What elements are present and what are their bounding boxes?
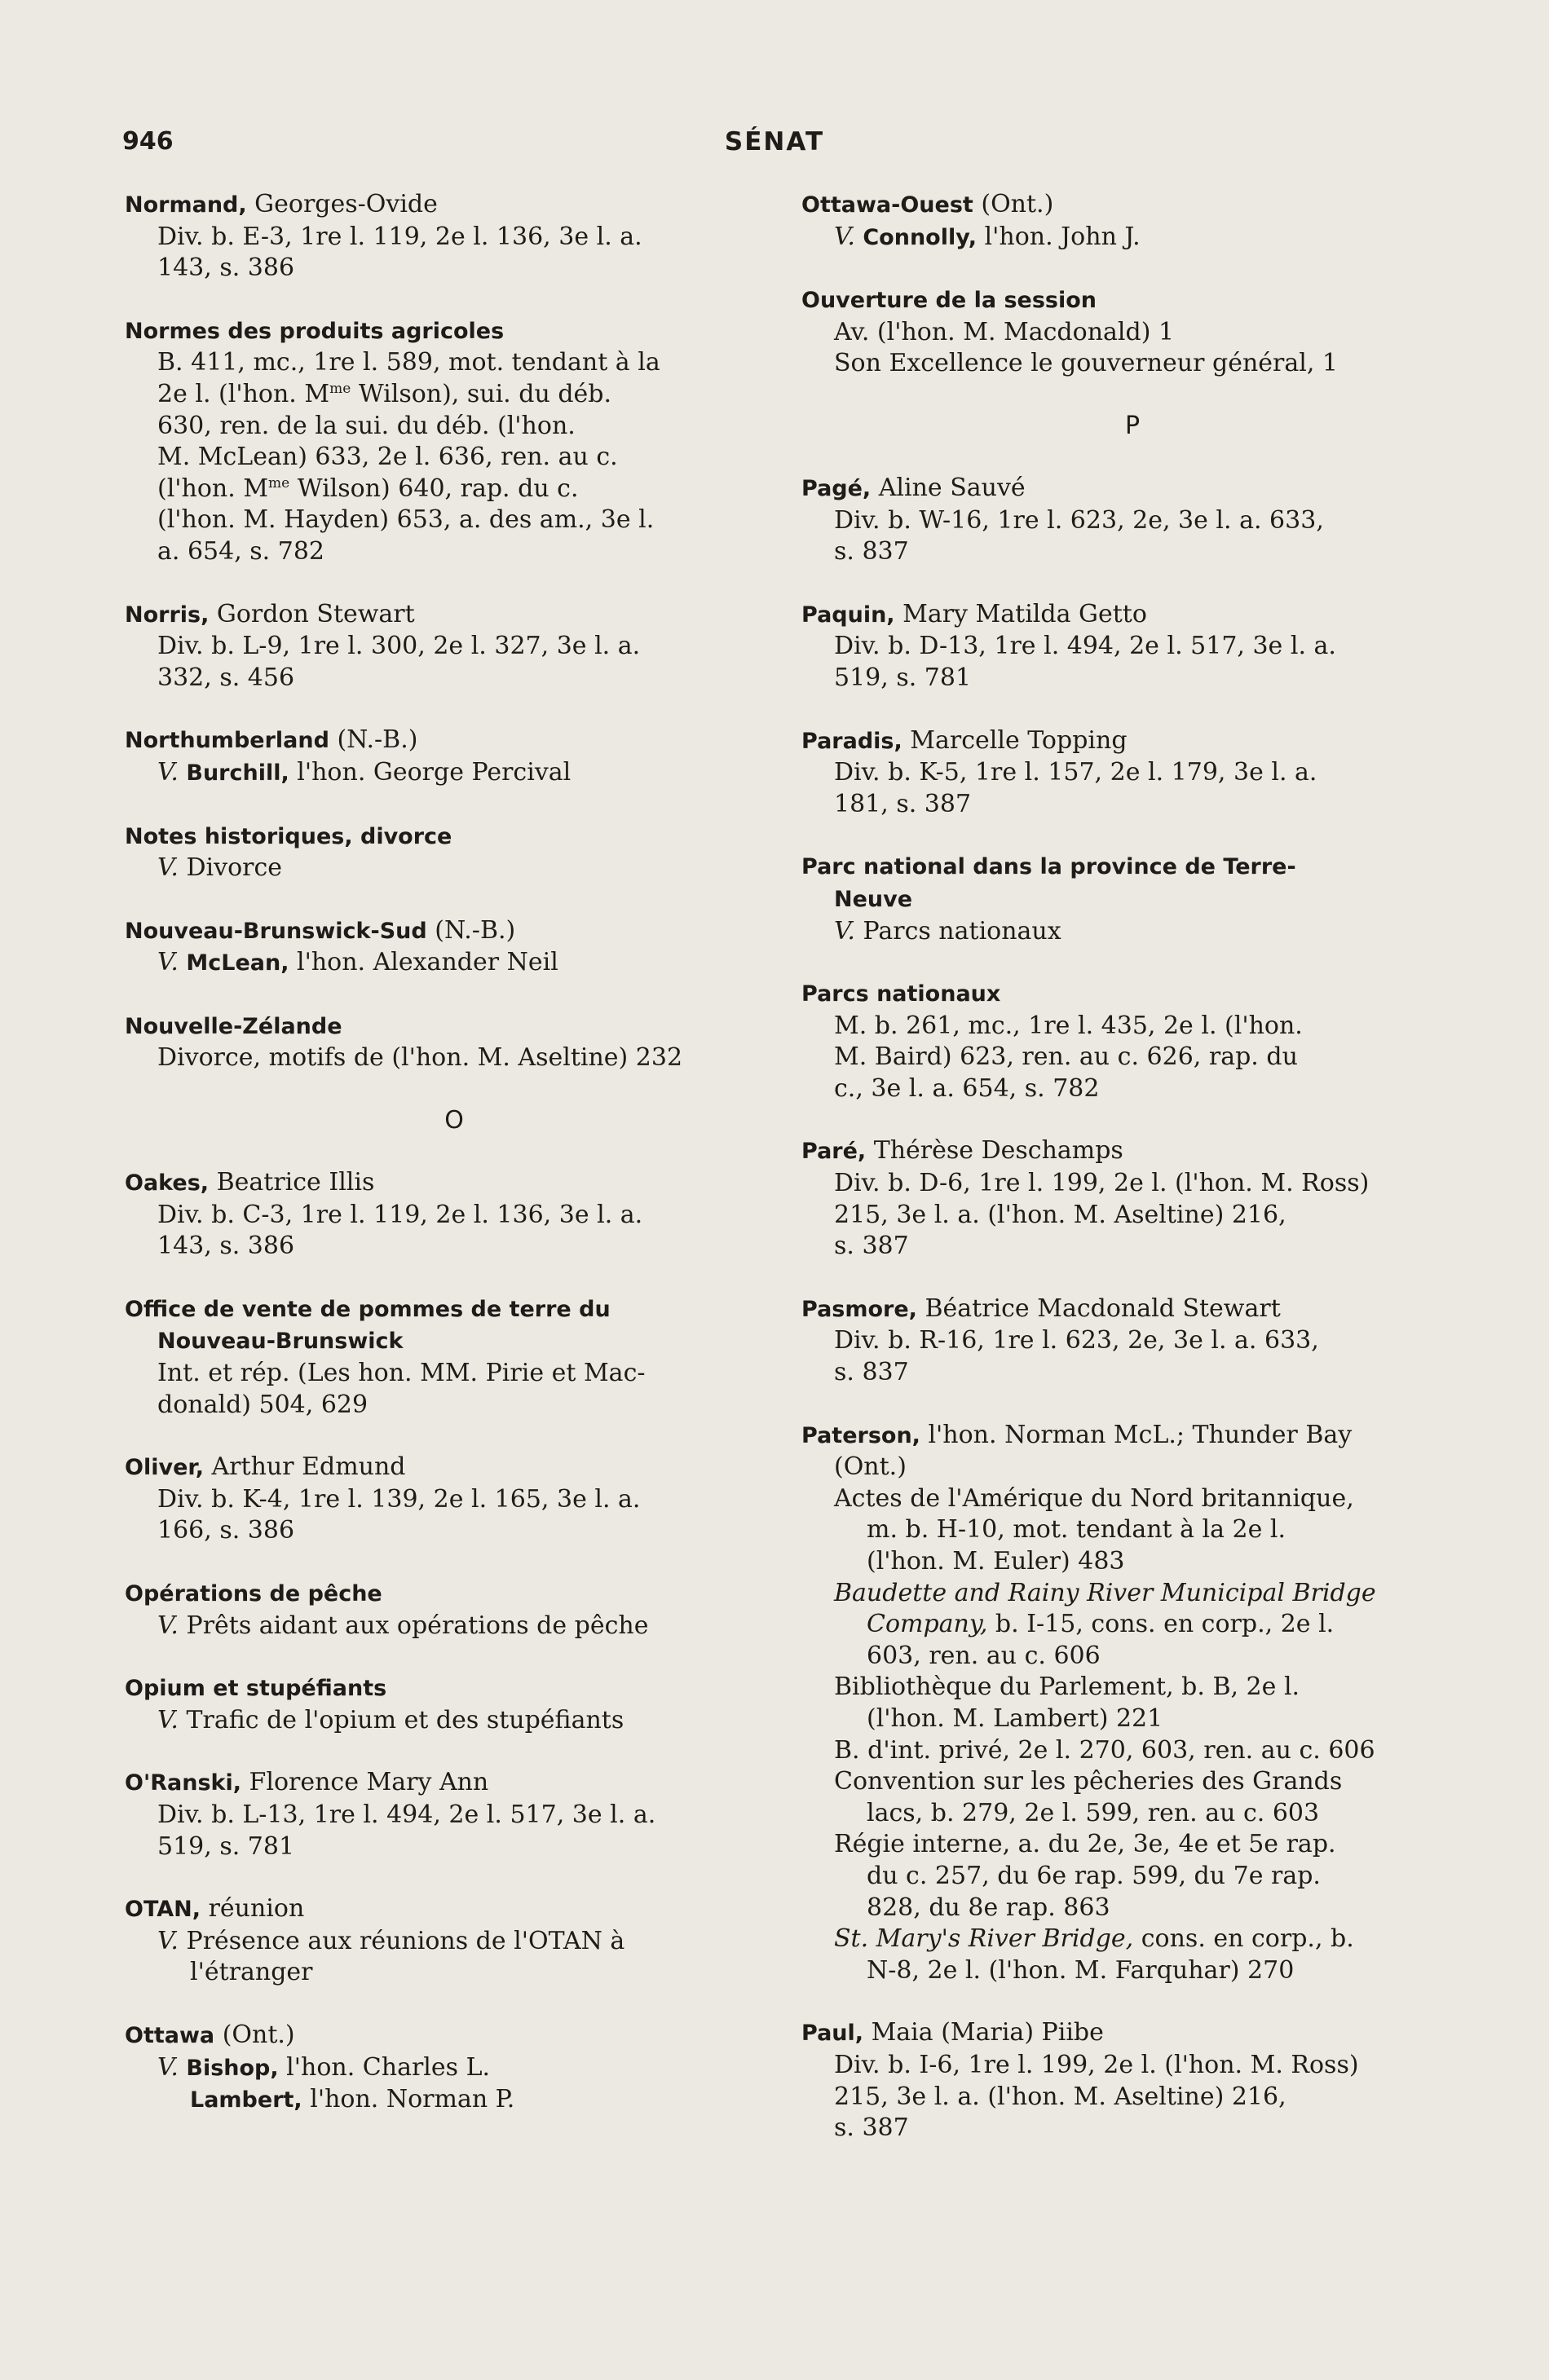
entry-line (125, 821, 783, 853)
headword: Opérations de pêche (125, 1581, 382, 1606)
headword: Normes des produits agricoles (125, 318, 505, 344)
entry-text: Georges-Ovide (246, 190, 438, 218)
entry-line (125, 1831, 783, 1863)
entry-line (801, 1294, 1463, 1326)
entry-line (801, 1924, 1463, 1955)
entry-line (801, 348, 1463, 380)
entry-text: M. McLean) 633, 2e l. 636, ren. au c. (157, 443, 618, 472)
entry-line (125, 442, 783, 474)
entry-line (801, 1578, 1463, 1610)
entry-line (125, 505, 783, 536)
headword: Ottawa-Ouest (801, 192, 973, 218)
entry-text: s. 387 (834, 2113, 909, 2143)
section-letter: O (444, 1106, 464, 1135)
index-entry (801, 599, 1463, 694)
index-entry (801, 851, 1463, 947)
entry-text: l'hon. John J. (977, 222, 1141, 251)
entry-line (125, 189, 783, 222)
index-entry (801, 978, 1463, 1104)
entry-line (801, 725, 1463, 758)
entry-text: Div. b. I-6, 1re l. 199, 2e l. (l'hon. M. Ross) (834, 2050, 1359, 2079)
entry-text: s. 387 (834, 1232, 909, 1261)
index-entry (125, 189, 783, 284)
entry-text: m. b. H-10, mot. tendant à la 2e l. (867, 1515, 1286, 1545)
entry-line (801, 1514, 1463, 1546)
headword: Ouverture de la session (801, 288, 1097, 314)
entry-text: (Ont.) (214, 2020, 295, 2049)
entry-text: l'hon. Charles L. (278, 2052, 491, 2082)
entry-line (801, 2017, 1463, 2050)
left-column (125, 189, 783, 2148)
entry-text: Div. b. K-5, 1re l. 157, 2e l. 179, 3e l. a. (834, 758, 1317, 787)
entry-text: b. I-15, cons. en corp., 2e l. (987, 1610, 1335, 1639)
entry-text: l'hon. Norman P. (302, 2085, 515, 2114)
index-entry (125, 1578, 783, 1642)
index-entry (801, 1420, 1463, 1987)
entry-text: (l'hon. M. Hayden) 653, a. des am., 3e l. (157, 505, 655, 535)
see-reference: V. (157, 853, 179, 883)
entry-line (801, 1703, 1463, 1735)
entry-line (125, 1611, 783, 1642)
entry-line (125, 1390, 783, 1421)
entry-line (801, 2050, 1463, 2082)
entry-text: Maia (Maria) Piibe (863, 2018, 1104, 2047)
see-reference: V. (157, 948, 179, 977)
entry-line (125, 379, 783, 411)
index-entry (125, 1294, 783, 1421)
entry-line (801, 284, 1463, 317)
headword: Paul, (801, 2021, 864, 2047)
entry-text: 332, s. 456 (157, 663, 295, 692)
entry-text: Gordon Stewart (209, 599, 415, 628)
headword: Northumberland (125, 728, 329, 754)
index-entry (801, 1135, 1463, 1262)
entry-line (125, 315, 783, 348)
entry-text: c., 3e l. a. 654, s. 782 (834, 1073, 1100, 1103)
index-entry (801, 189, 1463, 253)
headword: McLean, (178, 950, 289, 976)
entry-line (801, 1420, 1463, 1452)
entry-text: M. b. 261, mc., 1re l. 435, 2e l. (l'hon. (834, 1011, 1303, 1040)
entry-text: Div. b. D-13, 1re l. 494, 2e l. 517, 3e l. a. (834, 632, 1336, 661)
headword: Burchill, (178, 760, 289, 786)
headword: Paradis, (801, 728, 902, 754)
entry-text: a. 654, s. 782 (157, 536, 325, 566)
entry-line (801, 1325, 1463, 1357)
index-entry (125, 1767, 783, 1862)
entry-line (125, 1200, 783, 1232)
index-entry (125, 1167, 783, 1263)
right-column (801, 189, 1463, 2175)
see-reference: V. (157, 1611, 179, 1640)
entry-text: (l'hon. M (157, 474, 269, 503)
entry-text: N-8, 2e l. (l'hon. M. Farquhar) 270 (867, 1955, 1295, 1985)
entry-line (125, 1957, 783, 1989)
entry-line (801, 1829, 1463, 1861)
entry-line (125, 599, 783, 632)
entry-text: Div. b. E-3, 1re l. 119, 2e l. 136, 3e l. a. (157, 222, 642, 251)
entry-line (125, 2020, 783, 2052)
entry-text: Présence aux réunions de l'OTAN à (178, 1926, 625, 1955)
entry-line (801, 1135, 1463, 1168)
headword: Paterson, (801, 1422, 920, 1448)
entry-text: réunion (201, 1894, 305, 1924)
entry-line (125, 1325, 783, 1358)
entry-line (125, 1515, 783, 1547)
entry-text: (l'hon. M. Lambert) 221 (867, 1703, 1163, 1733)
headword: Bishop, (178, 2055, 279, 2081)
entry-line (801, 884, 1463, 916)
entry-line (801, 473, 1463, 505)
section-letter: P (1124, 411, 1141, 440)
entry-text: Florence Mary Ann (241, 1768, 489, 1797)
entry-line (801, 1483, 1463, 1515)
index-entry (801, 1294, 1463, 1389)
entry-line (125, 1926, 783, 1958)
entry-text: Arthur Edmund (203, 1452, 406, 1482)
entry-text: 166, s. 386 (157, 1516, 295, 1545)
index-entry (125, 1452, 783, 1547)
headword: Paré, (801, 1139, 867, 1165)
index-entry (801, 284, 1463, 380)
entry-line (801, 1735, 1463, 1767)
index-entry (125, 1011, 783, 1074)
entry-text: Int. et rép. (Les hon. MM. Pirie et Mac- (157, 1359, 646, 1388)
entry-line (801, 1955, 1463, 1987)
entry-text: 143, s. 386 (157, 1232, 295, 1261)
see-reference: V. (157, 1705, 179, 1734)
entry-text: 181, s. 387 (834, 789, 972, 818)
headword: Oliver, (125, 1455, 204, 1481)
index-entry (125, 315, 783, 568)
entry-line (801, 1011, 1463, 1042)
entry-text: 2e l. (l'hon. M (157, 379, 330, 408)
entry-line (125, 1452, 783, 1484)
entry-text: Régie interne, a. du 2e, 3e, 4e et 5e rap. (834, 1830, 1336, 1859)
entry-text: donald) 504, 629 (157, 1390, 368, 1419)
superscript: me (268, 474, 290, 491)
entry-text: Div. b. D-6, 1re l. 199, 2e l. (l'hon. M. Ross) (834, 1169, 1370, 1198)
entry-line (801, 1073, 1463, 1105)
headword: Opium et stupéfiants (125, 1676, 387, 1702)
entry-line (801, 2082, 1463, 2113)
see-reference: V. (157, 2052, 179, 2082)
entry-text: Div. b. K-4, 1re l. 139, 2e l. 165, 3e l. a. (157, 1484, 641, 1514)
entry-text: (Ont.) (973, 190, 1054, 218)
entry-line (125, 1484, 783, 1516)
entry-text: Trafic de l'opium et des stupéfiants (178, 1705, 624, 1734)
entry-line (125, 253, 783, 284)
entry-text: 215, 3e l. a. (l'hon. M. Aseltine) 216, (834, 2082, 1286, 2111)
entry-text: lacs, b. 279, 2e l. 599, ren. au c. 603 (867, 1798, 1320, 1827)
headword: Parcs nationaux (801, 981, 1001, 1007)
headword: Lambert, (190, 2087, 302, 2113)
entry-line (801, 1168, 1463, 1200)
entry-line (801, 1231, 1463, 1263)
headword: Pagé, (801, 475, 872, 501)
italic-title: Baudette and Rainy River Municipal Bridge (834, 1578, 1376, 1607)
headword: O'Ranski, (125, 1770, 241, 1796)
entry-line (801, 1546, 1463, 1578)
entry-line (801, 536, 1463, 568)
entry-text: (l'hon. M. Euler) 483 (867, 1547, 1125, 1576)
entry-line (125, 663, 783, 694)
entry-text: (N.-B.) (329, 725, 418, 755)
headword: Pasmore, (801, 1296, 917, 1322)
entry-text: l'hon. Norman McL.; Thunder Bay (920, 1420, 1353, 1449)
entry-text: cons. en corp., b. (1133, 1924, 1354, 1954)
entry-line (125, 2084, 783, 2117)
index-entry (125, 915, 783, 980)
entry-line (801, 2113, 1463, 2144)
entry-line (125, 1294, 783, 1326)
entry-text: Bibliothèque du Parlement, b. B, 2e l. (834, 1673, 1300, 1702)
entry-text: 630, ren. de la sui. du déb. (l'hon. (157, 411, 576, 440)
entry-line (125, 222, 783, 253)
entry-line (801, 1893, 1463, 1924)
headword: OTAN, (125, 1897, 201, 1923)
entry-line (125, 1011, 783, 1043)
entry-line (801, 505, 1463, 537)
entry-text: Beatrice Illis (209, 1168, 375, 1197)
entry-text: l'hon. Alexander Neil (289, 948, 558, 977)
entry-line (801, 599, 1463, 632)
entry-text: Div. b. C-3, 1re l. 119, 2e l. 136, 3e l. a. (157, 1200, 643, 1229)
entry-line (125, 1893, 783, 1926)
entry-line (801, 222, 1463, 254)
entry-text: 519, s. 781 (834, 663, 972, 692)
entry-text: Wilson), sui. du déb. (351, 379, 612, 408)
headword: Neuve (834, 886, 913, 912)
index-entry (801, 2017, 1463, 2144)
entry-line (801, 1861, 1463, 1893)
headword: Notes historiques, divorce (125, 823, 452, 849)
entry-line (801, 757, 1463, 789)
entry-text: Marcelle Topping (902, 725, 1128, 755)
headword: Oakes, (125, 1170, 210, 1197)
index-entry (125, 1673, 783, 1736)
entry-line (125, 947, 783, 980)
entry-line (801, 851, 1463, 884)
entry-line (125, 1167, 783, 1200)
entry-text: (Ont.) (834, 1452, 907, 1482)
entry-line (801, 631, 1463, 663)
entry-text: M. Baird) 623, ren. au c. 626, rap. du (834, 1042, 1298, 1072)
entry-text: l'hon. George Percival (289, 757, 571, 787)
headword: Norris, (125, 602, 210, 628)
entry-line (125, 347, 783, 379)
entry-text: B. d'int. privé, 2e l. 270, 603, ren. au c. 606 (834, 1735, 1375, 1765)
entry-line (125, 536, 783, 568)
italic-title: St. Mary's River Bridge, (834, 1924, 1134, 1954)
headword: Paquin, (801, 602, 895, 628)
entry-text: Convention sur les pêcheries des Grands (834, 1767, 1343, 1796)
entry-line (125, 1673, 783, 1705)
entry-line (801, 978, 1463, 1011)
entry-text: 603, ren. au c. 606 (867, 1641, 1101, 1670)
entry-line (125, 1578, 783, 1611)
headword: Office de vente de pommes de terre du (125, 1296, 611, 1322)
entry-line (125, 474, 783, 505)
entry-line (125, 1042, 783, 1074)
entry-text: Wilson) 640, rap. du c. (289, 474, 579, 503)
page-number: 946 (122, 127, 174, 156)
entry-line (125, 853, 783, 884)
entry-line (801, 1766, 1463, 1798)
entry-line (125, 1705, 783, 1737)
entry-line (801, 1042, 1463, 1073)
entry-line (125, 1358, 783, 1390)
entry-line (801, 1641, 1463, 1673)
entry-line (125, 1231, 783, 1263)
entry-line (801, 1609, 1463, 1641)
headword: Normand, (125, 192, 247, 218)
entry-text: du c. 257, du 6e rap. 599, du 7e rap. (867, 1861, 1321, 1890)
entry-text: B. 411, mc., 1re l. 589, mot. tendant à la (157, 348, 660, 377)
index-entry (125, 725, 783, 789)
see-reference: V. (834, 222, 855, 251)
entry-line (125, 631, 783, 663)
entry-text: Div. b. L-9, 1re l. 300, 2e l. 327, 3e l. a. (157, 632, 641, 661)
entry-line (125, 725, 783, 757)
entry-text: Prêts aidant aux opérations de pêche (178, 1611, 649, 1640)
headword: Parc national dans la province de Terre- (801, 854, 1296, 880)
entry-text: Div. b. L-13, 1re l. 494, 2e l. 517, 3e l. a. (157, 1800, 656, 1829)
entry-line (125, 411, 783, 443)
entry-text: 215, 3e l. a. (l'hon. M. Aseltine) 216, (834, 1200, 1286, 1229)
index-entry (125, 2020, 783, 2117)
entry-line (801, 916, 1463, 948)
index-entry (125, 821, 783, 884)
see-reference: V. (834, 916, 855, 945)
headword: Nouveau-Brunswick (157, 1329, 404, 1355)
entry-line (801, 189, 1463, 222)
entry-line (125, 1767, 783, 1800)
see-reference: V. (157, 757, 179, 787)
index-entry (801, 725, 1463, 821)
entry-text: Divorce, motifs de (l'hon. M. Aseltine) 232 (157, 1043, 683, 1073)
entry-text: (N.-B.) (426, 915, 516, 945)
headword: Ottawa (125, 2022, 215, 2048)
entry-text: Div. b. R-16, 1re l. 623, 2e, 3e l. a. 633, (834, 1326, 1319, 1355)
entry-text: Mary Matilda Getto (894, 599, 1147, 628)
entry-text: Av. (l'hon. M. Macdonald) 1 (834, 317, 1175, 346)
entry-line (125, 915, 783, 948)
entry-text: Béatrice Macdonald Stewart (916, 1294, 1281, 1323)
page-title: SÉNAT (724, 127, 825, 156)
entry-line (125, 1800, 783, 1831)
entry-text: Parcs nationaux (854, 916, 1061, 945)
entry-text: 519, s. 781 (157, 1831, 295, 1861)
entry-text: s. 837 (834, 537, 909, 566)
entry-text: 828, du 8e rap. 863 (867, 1893, 1110, 1922)
entry-line (801, 1452, 1463, 1483)
index-entry (125, 599, 783, 694)
headword: Connolly, (854, 224, 977, 250)
entry-line (801, 1672, 1463, 1703)
entry-line (801, 317, 1463, 349)
index-entry (125, 1893, 783, 1989)
headword: Nouvelle-Zélande (125, 1013, 342, 1039)
entry-line (801, 789, 1463, 821)
entry-text: l'étranger (190, 1958, 313, 1987)
entry-text: Thérèse Deschamps (866, 1136, 1123, 1166)
see-reference: V. (157, 1926, 179, 1955)
entry-line (801, 663, 1463, 694)
entry-text: Son Excellence le gouverneur général, 1 (834, 349, 1339, 378)
entry-text: Aline Sauvé (871, 473, 1026, 502)
entry-text: s. 837 (834, 1358, 909, 1387)
entry-text: Divorce (178, 853, 283, 883)
entry-line (801, 1357, 1463, 1389)
entry-line (801, 1798, 1463, 1830)
entry-line (125, 757, 783, 790)
entry-line (125, 2052, 783, 2085)
headword: Nouveau-Brunswick-Sud (125, 918, 427, 944)
index-entry (801, 473, 1463, 568)
entry-line (801, 1200, 1463, 1232)
entry-text: 143, s. 386 (157, 253, 295, 283)
entry-text: Actes de l'Amérique du Nord britannique, (834, 1483, 1354, 1513)
superscript: me (329, 380, 351, 397)
entry-text: Div. b. W-16, 1re l. 623, 2e, 3e l. a. 633, (834, 505, 1324, 535)
italic-title: Company, (867, 1610, 988, 1639)
